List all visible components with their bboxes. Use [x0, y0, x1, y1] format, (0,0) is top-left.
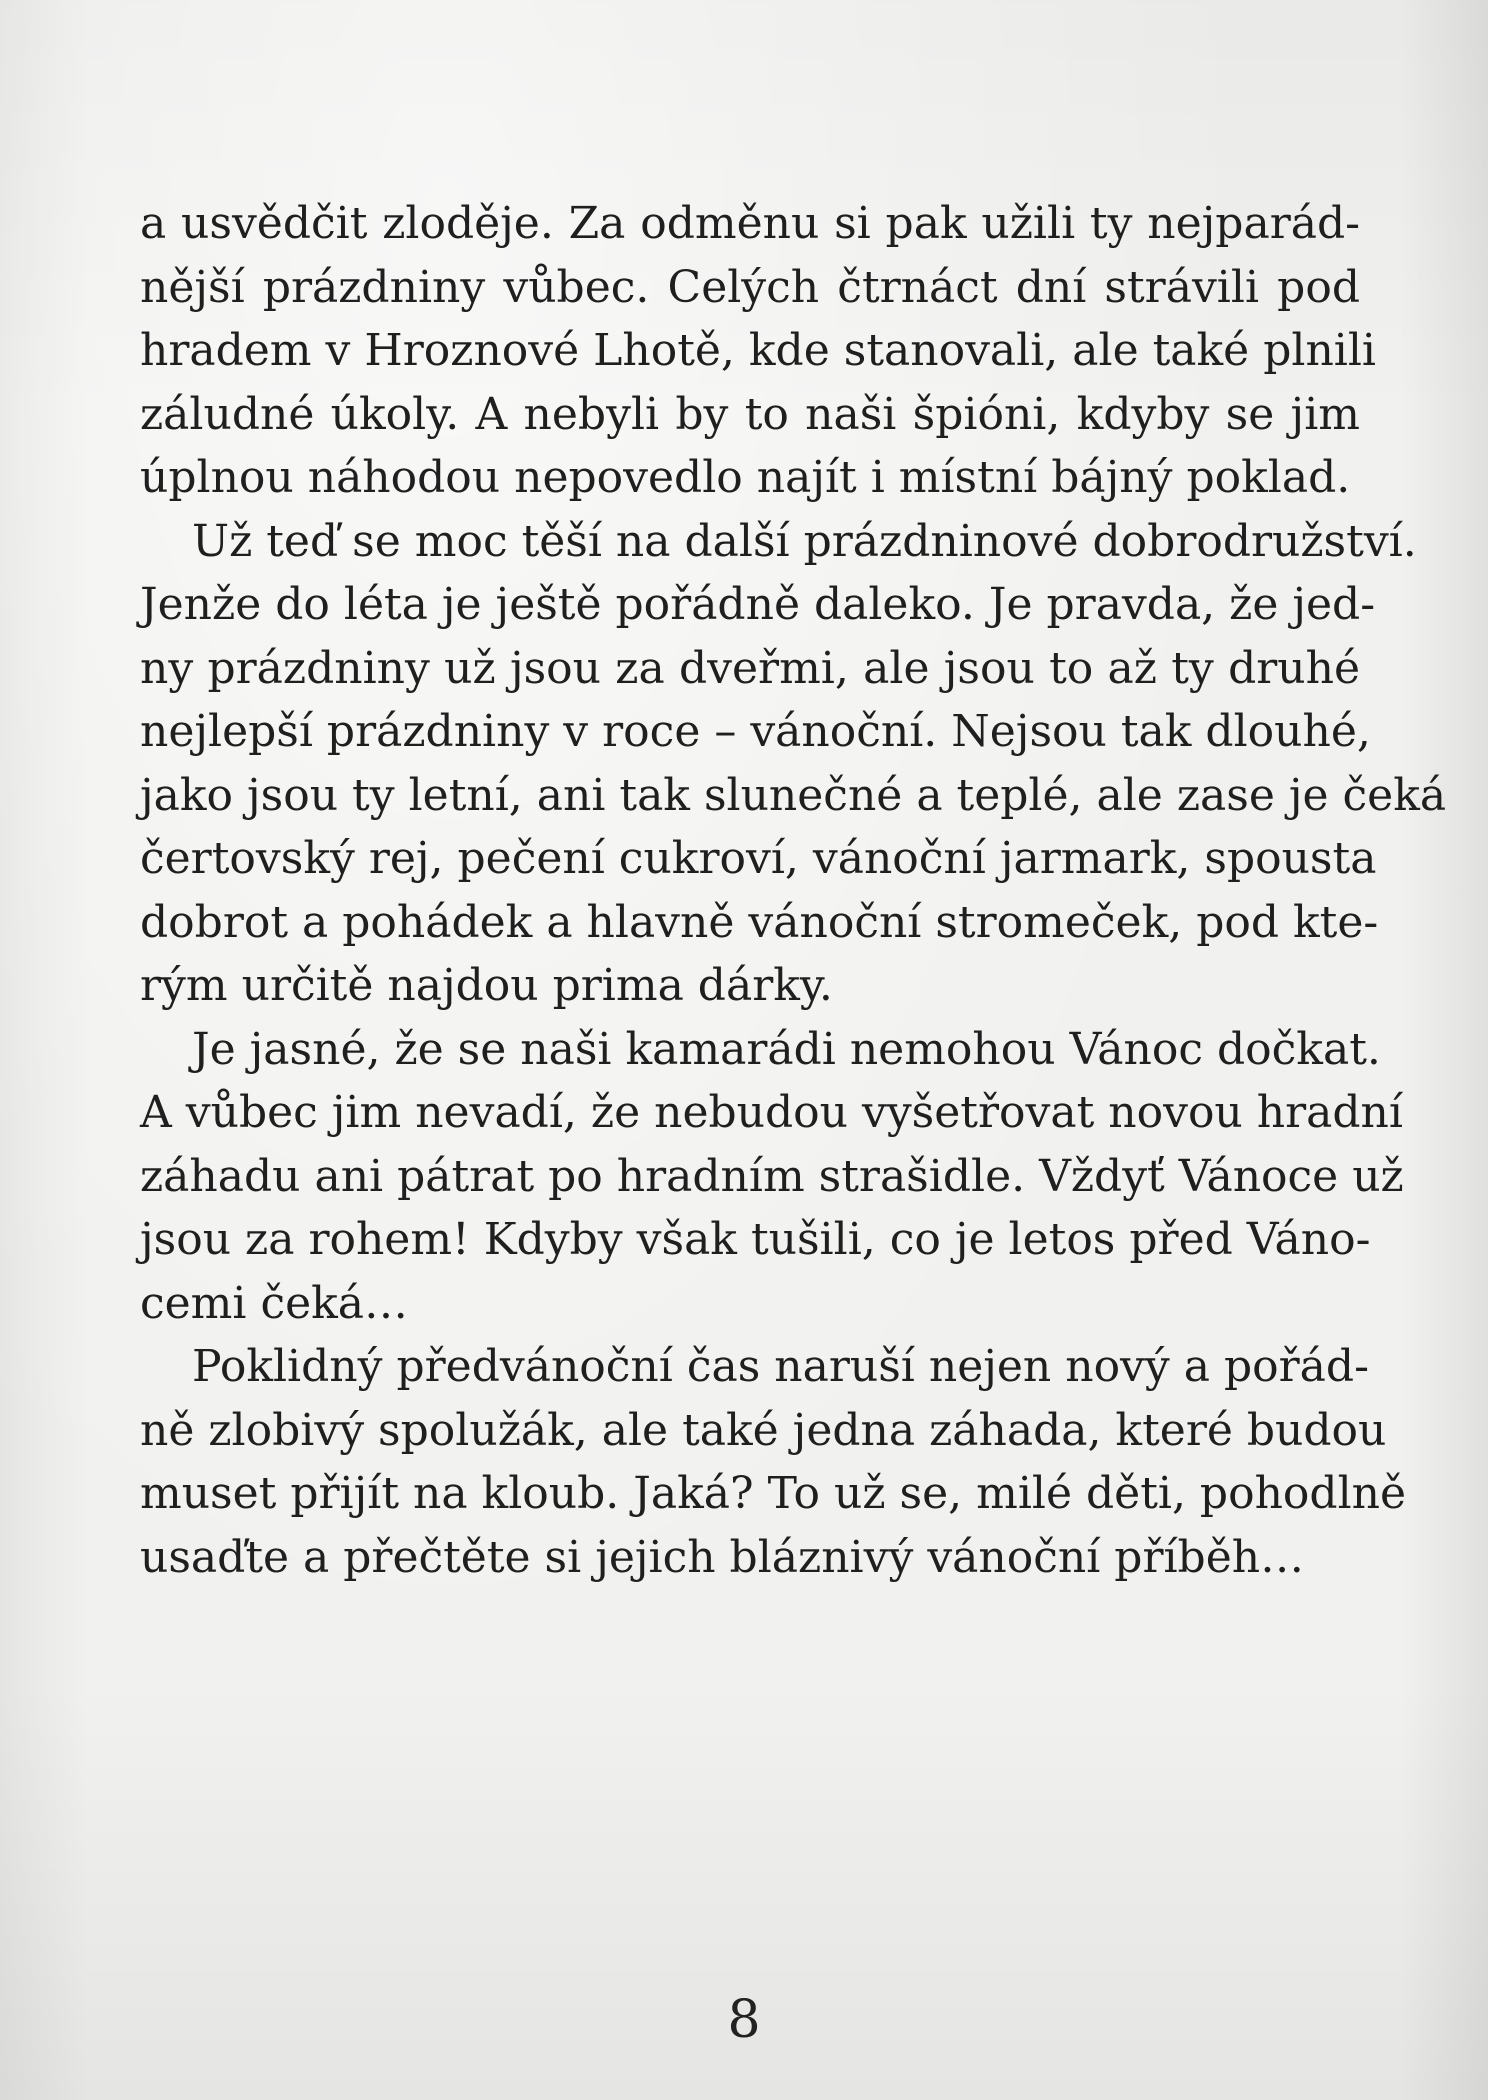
text-line: nejlepší prázdniny v roce – vánoční. Nejsou tak dlouhé, — [140, 706, 1371, 757]
page-number: 8 — [727, 1990, 761, 2050]
text-line: muset přijít na kloub. Jaká? To už se, milé děti, pohodlně — [140, 1468, 1407, 1519]
text-line: usaďte a přečtěte si jejich bláznivý vánoční příběh… — [140, 1531, 1305, 1583]
text-line: čertovský rej, pečení cukroví, vánoční jarmark, spousta — [140, 833, 1377, 884]
text-line: Jenže do léta je ještě pořádně daleko. Je pravda, že jed- — [140, 579, 1376, 630]
text-line: záludné úkoly. A nebyli by to naši špióni, kdyby se jim — [140, 388, 1360, 440]
text-line: záhadu ani pátrat po hradním strašidle. Vždyť Vánoce už — [140, 1150, 1404, 1202]
text-line: úplnou náhodou nepovedlo najít i místní bájný poklad. — [140, 452, 1351, 503]
text-line: hradem v Hroznové Lhotě, kde stanovali, ale také plnili — [140, 325, 1376, 376]
text-line: jako jsou ty letní, ani tak slunečné a teplé, ale zase je čeká — [140, 769, 1447, 821]
text-line: rým určitě najdou prima dárky. — [140, 960, 833, 1011]
paragraph-start-line: Poklidný předvánoční čas naruší nejen nový a pořád- — [192, 1341, 1369, 1392]
body-text — [140, 192, 1447, 1589]
text-line: a usvědčit zloděje. Za odměnu si pak užili ty nejparád- — [140, 198, 1360, 249]
text-line: nější prázdniny vůbec. Celých čtrnáct dní strávili pod — [140, 261, 1360, 313]
paragraph-start-line: Už teď se moc těší na další prázdninové dobrodružství. — [192, 515, 1417, 567]
text-line: A vůbec jim nevadí, že nebudou vyšetřovat novou hradní — [140, 1087, 1403, 1138]
text-line: ny prázdniny už jsou za dveřmi, ale jsou to až ty druhé — [140, 642, 1360, 694]
text-line: ně zlobivý spolužák, ale také jedna záhada, které budou — [140, 1404, 1387, 1456]
text-line: cemi čeká… — [140, 1277, 409, 1329]
paragraph-start-line: Je jasné, že se naši kamarádi nemohou Vánoc dočkat. — [192, 1023, 1381, 1075]
text-line: jsou za rohem! Kdyby však tušili, co je letos před Váno- — [140, 1214, 1371, 1265]
text-line: dobrot a pohádek a hlavně vánoční stromeček, pod kte- — [140, 896, 1379, 948]
